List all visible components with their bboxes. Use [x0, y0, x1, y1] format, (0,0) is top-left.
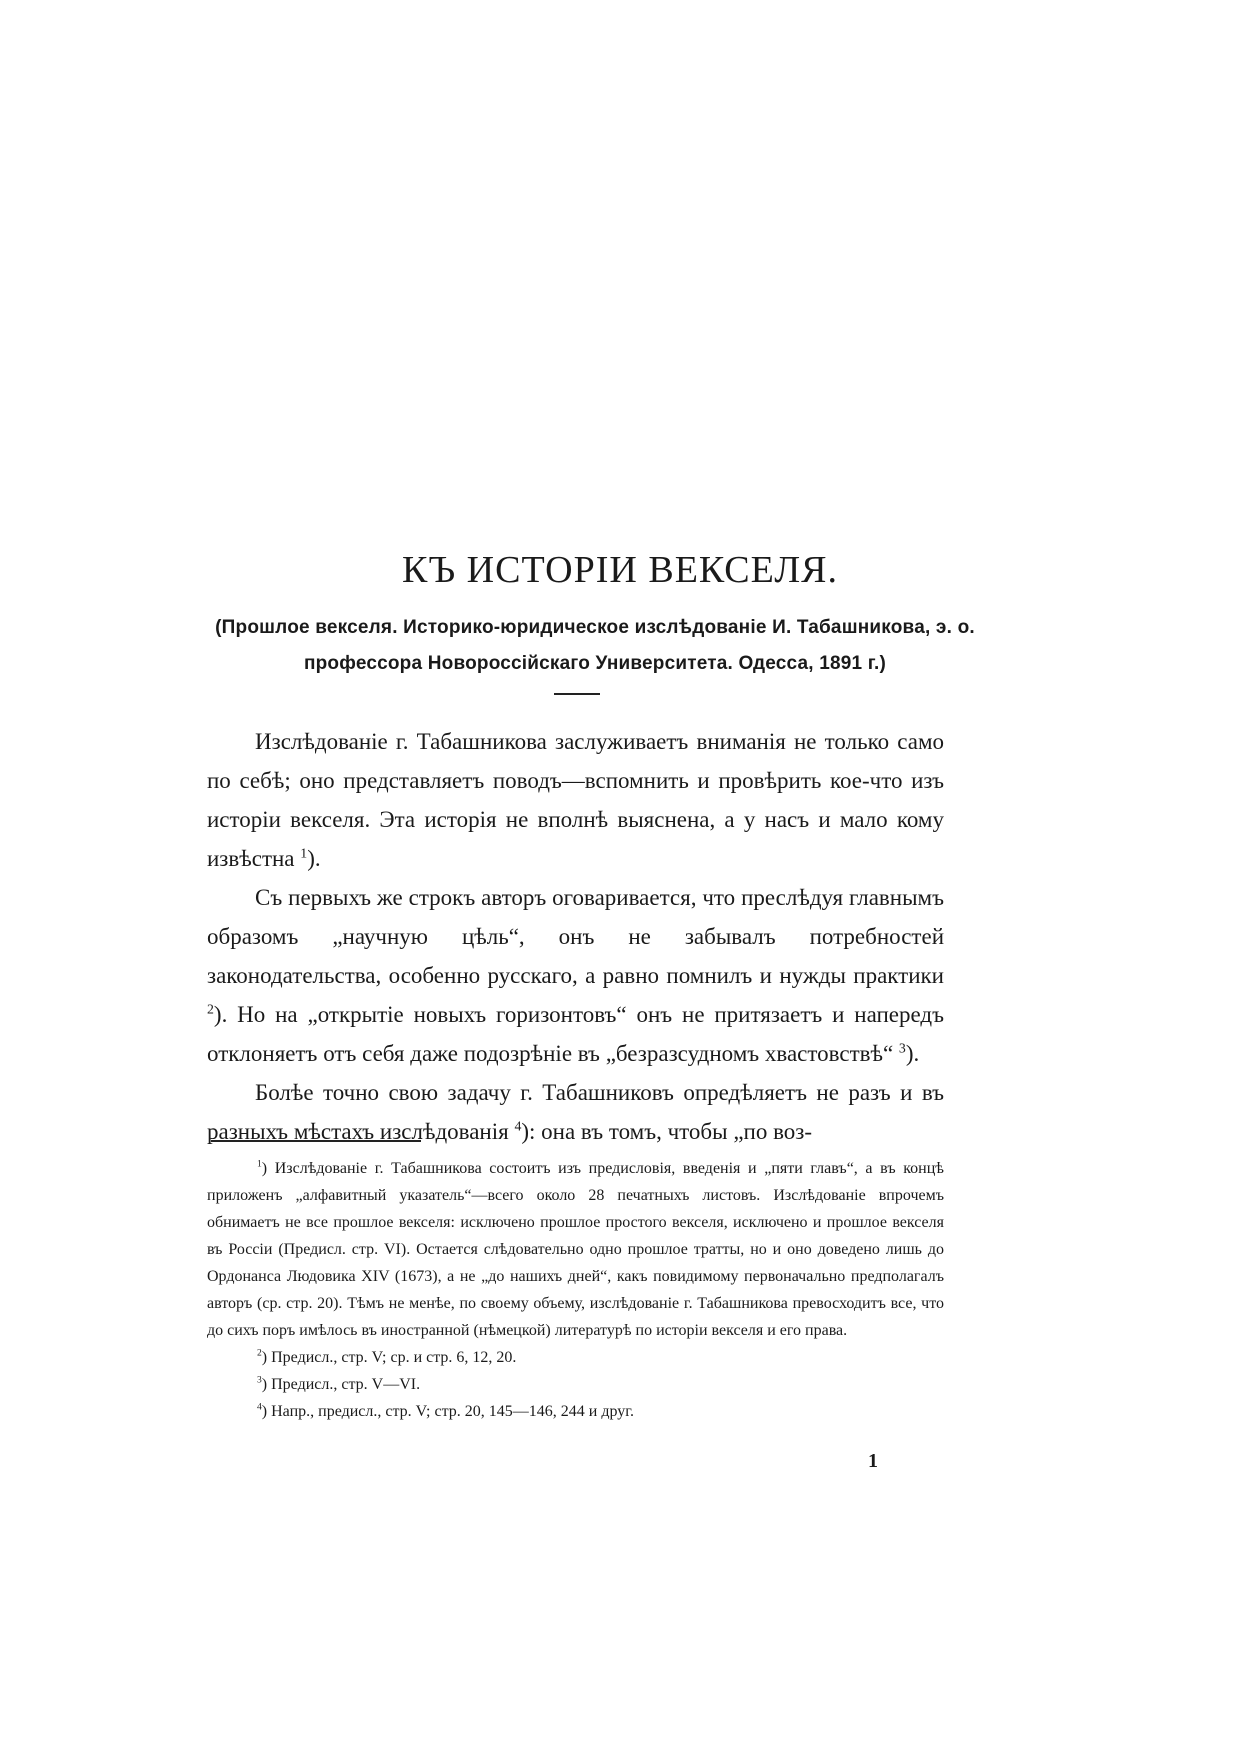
footnote: [207, 1344, 944, 1371]
paragraph-text: Изслѣдованіе г. Табашникова заслуживаетъ вниманія не только само по себѣ; оно представляетъ поводъ—вспомнить и провѣрить кое-что изъ исторіи векселя. Эта исторія не вполнѣ выяснена, а у насъ и мало кому извѣстна: [207, 729, 944, 871]
footnote-text: ) Предисл., стр. V; ср. и стр. 6, 12, 20.: [261, 1349, 517, 1366]
paragraph-text: ).: [905, 1041, 920, 1066]
paragraph-text: ). Но на „открытіе новыхъ горизонтовъ“ онъ не притязаетъ и напередъ отклоняетъ отъ себя даже подозрѣніе въ „безразсудномъ хвастовствѣ“: [207, 1002, 944, 1066]
footnote-number: 3: [257, 1374, 262, 1386]
footnote-number: 2: [257, 1347, 262, 1359]
paragraph-text: Съ первыхъ же строкъ авторъ оговаривается, что преслѣдуя главнымъ образомъ „научную цѣль“, онъ не забывалъ потребностей законодательства, особенно русскаго, а равно помнилъ и нужды практики: [207, 885, 944, 988]
page-number: 1: [868, 1450, 878, 1472]
footnote-number: 4: [257, 1401, 262, 1413]
footnote-ref: 1: [300, 845, 308, 861]
footnote-ref: 2: [207, 1001, 214, 1017]
paragraph-1: [207, 722, 944, 878]
footnote: [207, 1155, 944, 1344]
footnote-divider: [211, 1140, 421, 1142]
footnote-ref: 4: [514, 1118, 522, 1134]
footnote: [207, 1398, 944, 1425]
title-divider: [554, 693, 600, 695]
paragraph-text: Болѣе точно свою задачу г. Табашниковъ опредѣляетъ не разъ и въ разныхъ мѣстахъ изслѣдованія: [207, 1080, 944, 1144]
article-subtitle: (Прошлое векселя. Историко-юридическое изслѣдованіе И. Табашникова, э. о. профессора Новороссійскаго Университета. Одесса, 1891 г.): [215, 617, 975, 674]
footnotes: [207, 1155, 944, 1425]
footnote-ref: 3: [898, 1040, 906, 1056]
footnote-text: ) Изслѣдованіе г. Табашникова состоитъ изъ предисловія, введенія и „пяти главъ“, а въ концѣ приложенъ „алфавитный указатель“—всего около 28 печатныхъ листовъ. Изслѣдованіе впрочемъ обнимаетъ не все прошлое векселя: исключено прошлое простого векселя, исключено и прошлое векселя въ Россіи (Предисл. стр. VI). Остается слѣдовательно одно прошлое тратты, но и оно доведено лишь до Ордонанса Людовика XIV (1673), а не „до нашихъ дней“, какъ повидимому первоначально предполагалъ авторъ (ср. стр. 20). Тѣмъ не менѣе, по своему объему, изслѣдованіе г. Табашникова превосходитъ все, что до сихъ поръ имѣлось въ иностранной (нѣмецкой) литературѣ по исторіи векселя и его права.: [207, 1160, 944, 1339]
paragraph-text: ): она въ томъ, чтобы „по воз-: [521, 1119, 813, 1144]
footnote: [207, 1371, 944, 1398]
footnote-text: ) Предисл., стр. V—VI.: [261, 1376, 421, 1393]
article-title: КЪ ИСТОРІИ ВЕКСЕЛЯ.: [402, 549, 838, 591]
body-text: [207, 722, 944, 1151]
paragraph-2: [207, 878, 944, 1073]
footnote-number: 1: [257, 1158, 262, 1170]
paragraph-text: ).: [307, 846, 321, 871]
footnote-text: ) Напр., предисл., стр. V; стр. 20, 145—146, 244 и друг.: [261, 1403, 635, 1420]
